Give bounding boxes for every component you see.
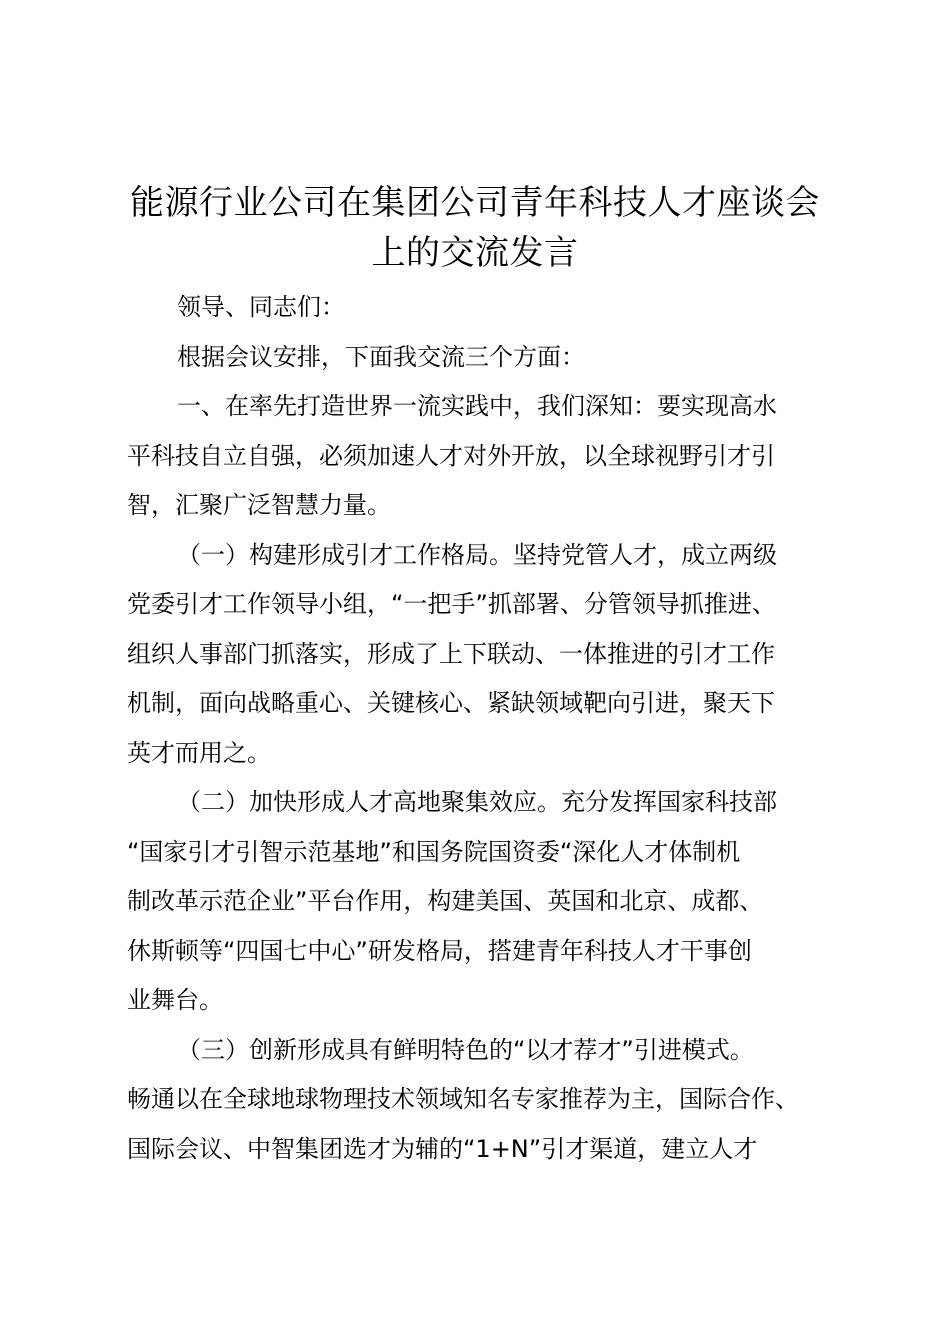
section-one-paragraph <box>127 382 833 531</box>
subsection-three-paragraph <box>127 1026 833 1175</box>
text-line: 组织人事部门抓落实，形成了上下联动、一体推进的引才工作 <box>127 639 775 668</box>
title-line-2: 上的交流发言 <box>371 233 579 273</box>
text-line: 畅通以在全球地球物理技术领域知名专家推荐为主，国际合作、 <box>127 1085 799 1113</box>
intro-paragraph <box>127 333 833 383</box>
text-line: 一、在率先打造世界一流实践中，我们深知：要实现高水 <box>177 392 777 420</box>
document-body <box>127 283 833 1174</box>
text-line: 根据会议安排，下面我交流三个方面： <box>177 342 585 371</box>
text-line: （一）构建形成引才工作格局。坚持党管人才，成立两级 <box>177 540 777 569</box>
text-line: 智，汇聚广泛智慧力量。 <box>127 491 391 519</box>
text-line: 休斯顿等“四国七中心”研发格局，搭建青年科技人才干事创 <box>127 936 752 965</box>
text-line: 英才而用之。 <box>127 738 271 767</box>
text-line: 平科技自立自强，必须加速人才对外开放，以全球视野引才引 <box>127 441 775 470</box>
text-line: 机制，面向战略重心、关键核心、紧缺领域靶向引进，聚天下 <box>127 689 775 717</box>
text-line: （三）创新形成具有鲜明特色的“以才荐才”引进模式。 <box>177 1035 754 1064</box>
text-line: 领导、同志们： <box>177 293 345 321</box>
text-line: 业舞台。 <box>127 986 223 1014</box>
salutation-paragraph <box>127 283 833 333</box>
subsection-two-paragraph <box>127 778 833 1026</box>
text-line: 国际会议、中智集团选才为辅的“1+N”引才渠道，建立人才 <box>127 1134 758 1163</box>
subsection-one-paragraph <box>127 531 833 779</box>
title-line-1: 能源行业公司在集团公司青年科技人才座谈会 <box>130 183 820 223</box>
text-line: 党委引才工作领导小组，“一把手”抓部署、分管领导抓推进、 <box>127 590 776 618</box>
document-title <box>110 178 840 278</box>
text-line: （二）加快形成人才高地聚集效应。充分发挥国家科技部 <box>177 788 777 816</box>
text-line: “国家引才引智示范基地”和国务院国资委“深化人才体制机 <box>127 837 741 866</box>
text-line: 制改革示范企业”平台作用，构建美国、英国和北京、成都、 <box>127 887 764 915</box>
